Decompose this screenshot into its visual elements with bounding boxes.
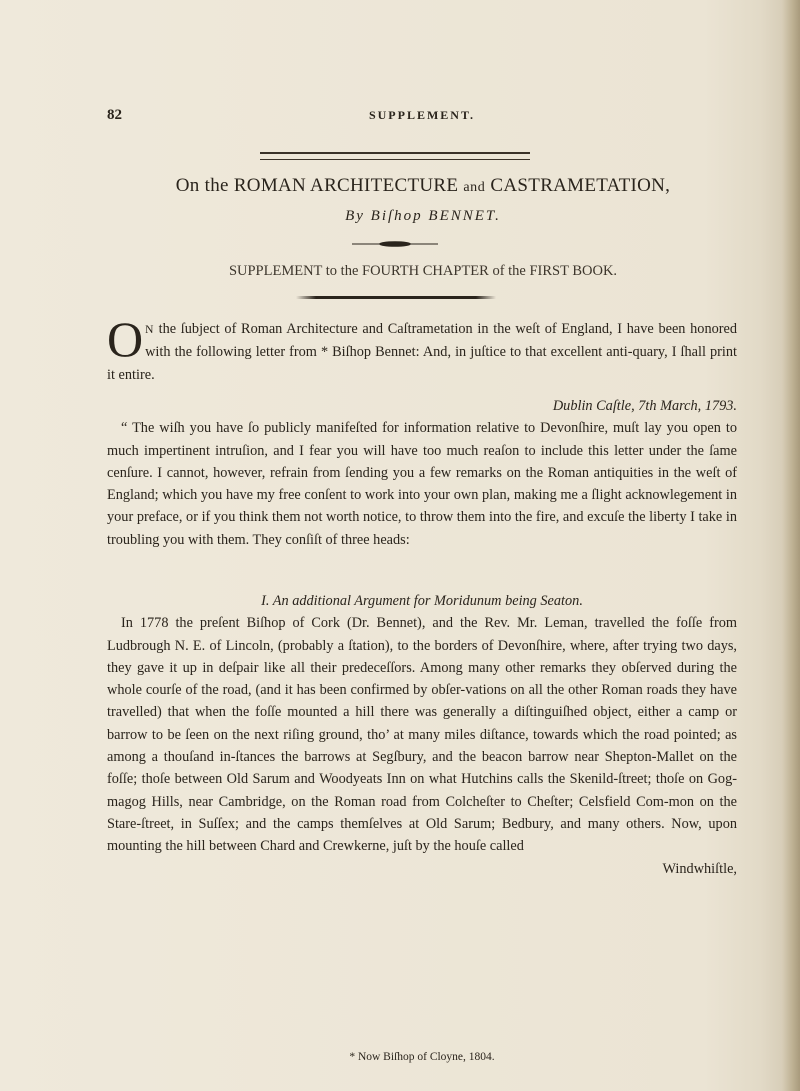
title-castra: CASTRAMETATION, xyxy=(490,175,671,196)
title-on: On the xyxy=(175,175,229,196)
header-rule xyxy=(260,152,530,160)
ornament-divider xyxy=(352,241,438,247)
intro-text: the ſubject of Roman Architecture and Caſtrametation in the weſt of England, I have been honored with the following letter from * Biſhop Bennet: And, in juſtice to that excellent anti-quary, I ſhall print it entire. xyxy=(107,321,737,383)
intro-paragraph xyxy=(107,311,737,386)
intro-small-cap: N xyxy=(145,324,154,336)
section-rule xyxy=(296,296,496,299)
running-head: SUPPLEMENT. xyxy=(368,108,476,122)
dateline: Dublin Caſtle, 7th March, 1793. xyxy=(552,398,737,414)
byline: By Biſhop BENNET. xyxy=(345,208,501,224)
title-and: and xyxy=(463,180,486,195)
title-roman: ROMAN ARCHITECTURE xyxy=(233,175,459,196)
page-header xyxy=(107,107,737,127)
page-number: 82 xyxy=(107,107,122,123)
section-heading: I. An additional Argument for Moridunum being Seaton. xyxy=(261,593,583,609)
article-title xyxy=(108,175,738,197)
section-block xyxy=(107,590,737,880)
letter-block xyxy=(107,395,737,551)
subtitle: SUPPLEMENT to the FOURTH CHAPTER of the FIRST BOOK. xyxy=(228,263,618,279)
catchword: Windwhiſtle, xyxy=(662,860,737,877)
body-paragraph: In 1778 the preſent Biſhop of Cork (Dr. Bennet), and the Rev. Mr. Leman, travelled the foſſe from Ludbrough N. E. of Lincoln, (probably a ſtation), to the borders of Devonſhire, where, after trying two days, they gave it up in deſpair like all their predeceſſors. Among many other remarks they obſerved during the whole courſe of the road, (and it has been confirmed by obſer-vations on all the other Roman roads they have travelled) that when the foſſe mounted a hill there was generally a diſtinguiſhed object, either a camp or barrow to be ſeen on the next riſing ground, tho’ at many miles diſtance, towards which the road pointed; as among a thouſand in-ſtances the barrows at Segſbury, and the beacon barrow near Shepton-Mallet on the foſſe; thoſe between Old Sarum and Woodyeats Inn on what Hutchins calls the Skenild-ſtreet; thoſe on Gog-magog Hills, near Cambridge, on the Roman road from Colcheſter to Cheſter; Celsfield Com-mon on the Stare-ſtreet, in Suſſex; and the camps themſelves at Old Sarum; Bedbury, and many others. Now, upon mounting the hill between Chard and Crewkerne, juſt by the houſe called xyxy=(107,615,737,855)
footnote: * Now Biſhop of Cloyne, 1804. xyxy=(349,1051,495,1063)
letter-paragraph: “ The wiſh you have ſo publicly manifeſted for information relative to Devonſhire, muſt lay you open to much impertinent intruſion, and I fear you will have too much reaſon to include this letter under the ſame cenſure. I cannot, however, refrain from ſending you a few remarks on the Roman antiquities in the weſt of England; which you have my free conſent to work into your own plan, making me a ſlight acknowlegement in your preface, or if you think them not worth notice, to throw them into the fire, and excuſe the liberty I take in troubling you with them. They conſiſt of three heads: xyxy=(107,420,737,548)
drop-cap: O xyxy=(107,311,144,367)
page-spine-shadow xyxy=(782,0,800,1091)
